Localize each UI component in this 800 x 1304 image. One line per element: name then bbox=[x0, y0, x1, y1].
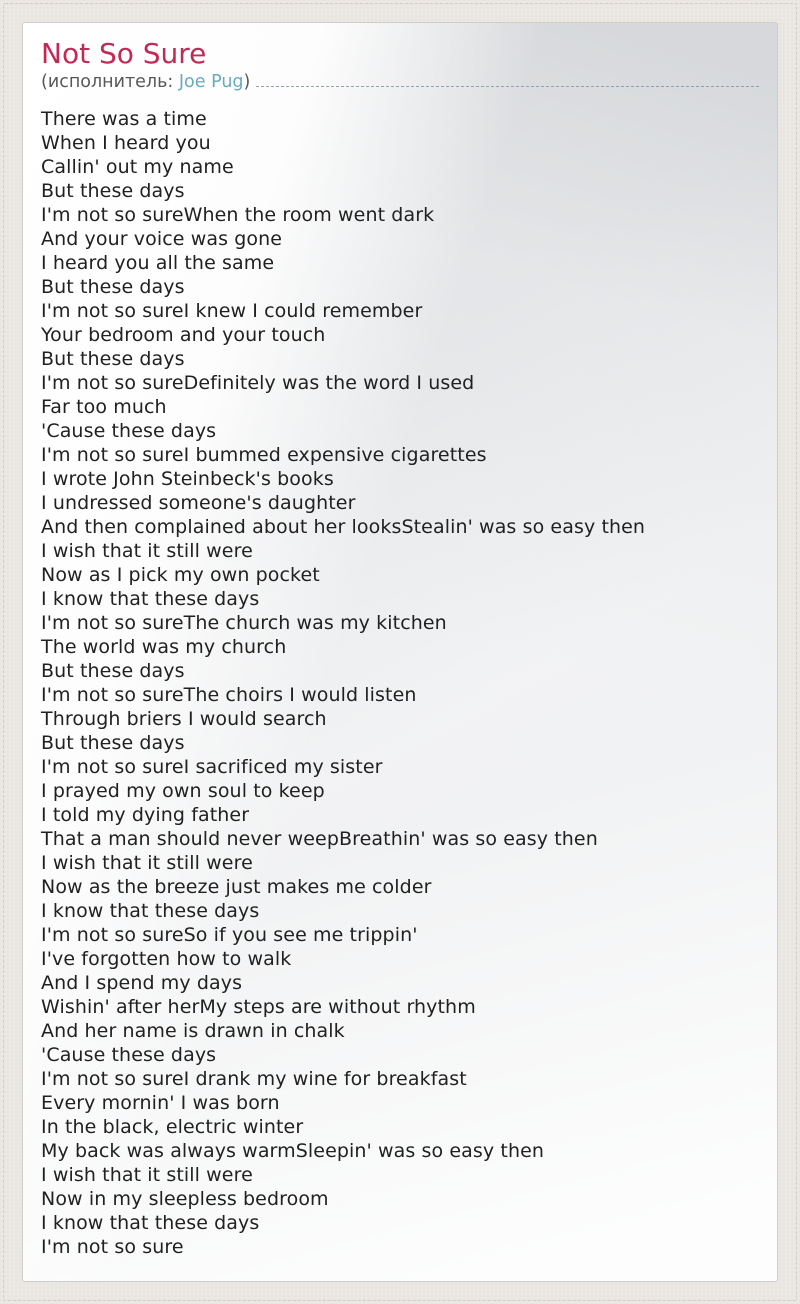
lyric-line: I'm not so sureSo if you see me trippin' bbox=[41, 924, 418, 947]
header-dashed-divider bbox=[256, 86, 759, 87]
lyric-line: I've forgotten how to walk bbox=[41, 948, 292, 971]
lyric-line: I know that these days bbox=[41, 1212, 260, 1235]
artist-line bbox=[41, 72, 759, 92]
lyric-line: I undressed someone's daughter bbox=[41, 492, 356, 515]
lyric-line: I'm not so sureI knew I could remember bbox=[41, 300, 423, 323]
lyric-line: Now as I pick my own pocket bbox=[41, 564, 320, 587]
lyric-line: I told my dying father bbox=[41, 804, 250, 827]
lyric-line: Now in my sleepless bedroom bbox=[41, 1188, 329, 1211]
lyric-line: 'Cause these days bbox=[41, 420, 217, 443]
lyric-line: In the black, electric winter bbox=[41, 1116, 304, 1139]
lyric-line: I'm not so sureThe choirs I would listen bbox=[41, 684, 417, 707]
lyric-line: I'm not so sureI sacrificed my sister bbox=[41, 756, 383, 779]
lyric-line: But these days bbox=[41, 180, 185, 203]
lyric-line: And your voice was gone bbox=[41, 228, 283, 251]
lyric-line: I'm not so sureDefinitely was the word I used bbox=[41, 372, 475, 395]
artist-label-suffix: ) bbox=[243, 72, 251, 93]
lyric-line: My back was always warmSleepin' was so easy then bbox=[41, 1140, 545, 1163]
lyric-line: I wrote John Steinbeck's books bbox=[41, 468, 334, 491]
lyric-line: Far too much bbox=[41, 396, 167, 419]
lyric-line: Callin' out my name bbox=[41, 156, 234, 179]
lyric-line: Now as the breeze just makes me colder bbox=[41, 876, 432, 899]
lyric-line: I heard you all the same bbox=[41, 252, 275, 275]
artist-label-prefix: (исполнитель: bbox=[41, 72, 179, 93]
lyric-line: I'm not so sureI drank my wine for breakfast bbox=[41, 1068, 467, 1091]
lyrics-text bbox=[41, 107, 759, 1259]
lyric-line: I wish that it still were bbox=[41, 852, 253, 875]
artist-link[interactable]: Joe Pug bbox=[178, 72, 244, 93]
lyric-line: I'm not so sureI bummed expensive cigarettes bbox=[41, 444, 487, 467]
lyric-line: But these days bbox=[41, 348, 185, 371]
lyric-line: Every mornin' I was born bbox=[41, 1092, 280, 1115]
lyric-line: And I spend my days bbox=[41, 972, 243, 995]
lyric-line: I know that these days bbox=[41, 900, 260, 923]
content-card bbox=[22, 22, 778, 1282]
lyric-line: But these days bbox=[41, 660, 185, 683]
lyric-line: I'm not so sureThe church was my kitchen bbox=[41, 612, 447, 635]
lyric-line: I'm not so sure bbox=[41, 1236, 184, 1259]
lyric-line: I wish that it still were bbox=[41, 540, 253, 563]
lyric-line: When I heard you bbox=[41, 132, 211, 155]
lyric-line: Your bedroom and your touch bbox=[41, 324, 326, 347]
lyric-line: But these days bbox=[41, 732, 185, 755]
lyric-line: Through briers I would search bbox=[41, 708, 327, 731]
lyric-line: Wishin' after herMy steps are without rhythm bbox=[41, 996, 476, 1019]
lyric-line: That a man should never weepBreathin' was so easy then bbox=[41, 828, 598, 851]
lyric-line: But these days bbox=[41, 276, 185, 299]
lyric-line: I know that these days bbox=[41, 588, 260, 611]
lyric-line: The world was my church bbox=[41, 636, 287, 659]
page-title: Not So Sure bbox=[41, 37, 207, 70]
lyric-line: 'Cause these days bbox=[41, 1044, 217, 1067]
lyric-line: And her name is drawn in chalk bbox=[41, 1020, 345, 1043]
lyric-line: I wish that it still were bbox=[41, 1164, 253, 1187]
lyric-line: There was a time bbox=[41, 108, 207, 131]
lyric-line: I'm not so sureWhen the room went dark bbox=[41, 204, 435, 227]
lyric-line: And then complained about her looksStealin' was so easy then bbox=[41, 516, 646, 539]
lyric-line: I prayed my own soul to keep bbox=[41, 780, 325, 803]
